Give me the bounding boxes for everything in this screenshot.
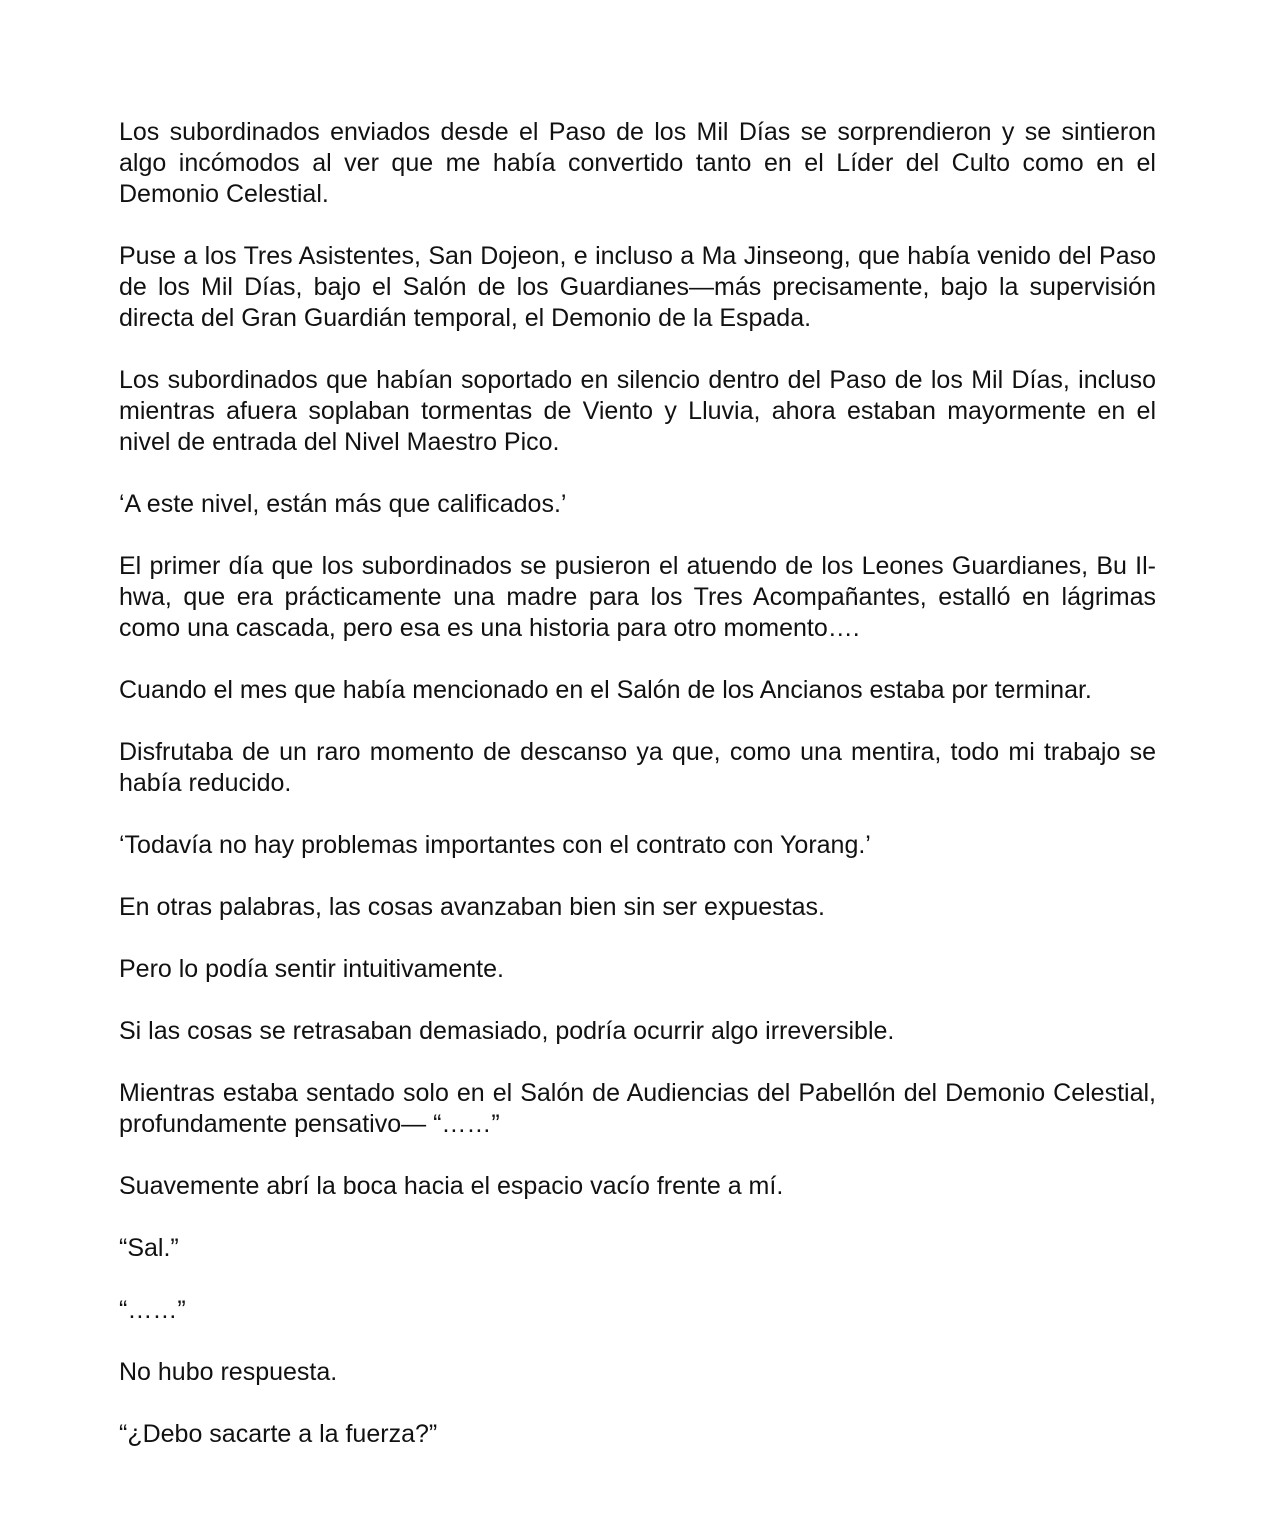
- paragraph: Disfrutaba de un raro momento de descanso ya que, como una mentira, todo mi trabajo se había reducido.: [119, 738, 1156, 797]
- document-body: [119, 117, 1156, 1481]
- dialogue-line: “……”: [119, 1296, 186, 1324]
- paragraph: El primer día que los subordinados se pusieron el atuendo de los Leones Guardianes, Bu Il-hwa, que era prácticamente una madre para los Tres Acompañantes, estalló en lágrimas como una cascada, pero esa es una historia para otro momento….: [119, 552, 1156, 642]
- paragraph: No hubo respuesta.: [119, 1358, 338, 1386]
- paragraph: ‘A este nivel, están más que calificados.’: [119, 490, 567, 518]
- paragraph: En otras palabras, las cosas avanzaban bien sin ser expuestas.: [119, 893, 825, 921]
- paragraph: Mientras estaba sentado solo en el Salón de Audiencias del Pabellón del Demonio Celestial, profundamente pensativo— “……”: [119, 1079, 1156, 1138]
- paragraph: Suavemente abrí la boca hacia el espacio vacío frente a mí.: [119, 1172, 784, 1200]
- paragraph: Los subordinados enviados desde el Paso de los Mil Días se sorprendieron y se sintieron algo incómodos al ver que me había convertido tanto en el Líder del Culto como en el Demonio Celestial.: [119, 118, 1156, 208]
- paragraph: Si las cosas se retrasaban demasiado, podría ocurrir algo irreversible.: [119, 1017, 895, 1045]
- dialogue-line: “Sal.”: [119, 1234, 179, 1262]
- paragraph: Pero lo podía sentir intuitivamente.: [119, 955, 504, 983]
- paragraph: Puse a los Tres Asistentes, San Dojeon, e incluso a Ma Jinseong, que había venido del Paso de los Mil Días, bajo el Salón de los Guardianes—más precisamente, bajo la supervisión directa del Gran Guardián temporal, el Demonio de la Espada.: [119, 242, 1156, 332]
- paragraph: Los subordinados que habían soportado en silencio dentro del Paso de los Mil Días, incluso mientras afuera soplaban tormentas de Viento y Lluvia, ahora estaban mayormente en el nivel de entrada del Nivel Maestro Pico.: [119, 366, 1156, 456]
- paragraph: ‘Todavía no hay problemas importantes con el contrato con Yorang.’: [119, 831, 871, 859]
- paragraph: Cuando el mes que había mencionado en el Salón de los Ancianos estaba por terminar.: [119, 676, 1092, 704]
- dialogue-line: “¿Debo sacarte a la fuerza?”: [119, 1420, 438, 1448]
